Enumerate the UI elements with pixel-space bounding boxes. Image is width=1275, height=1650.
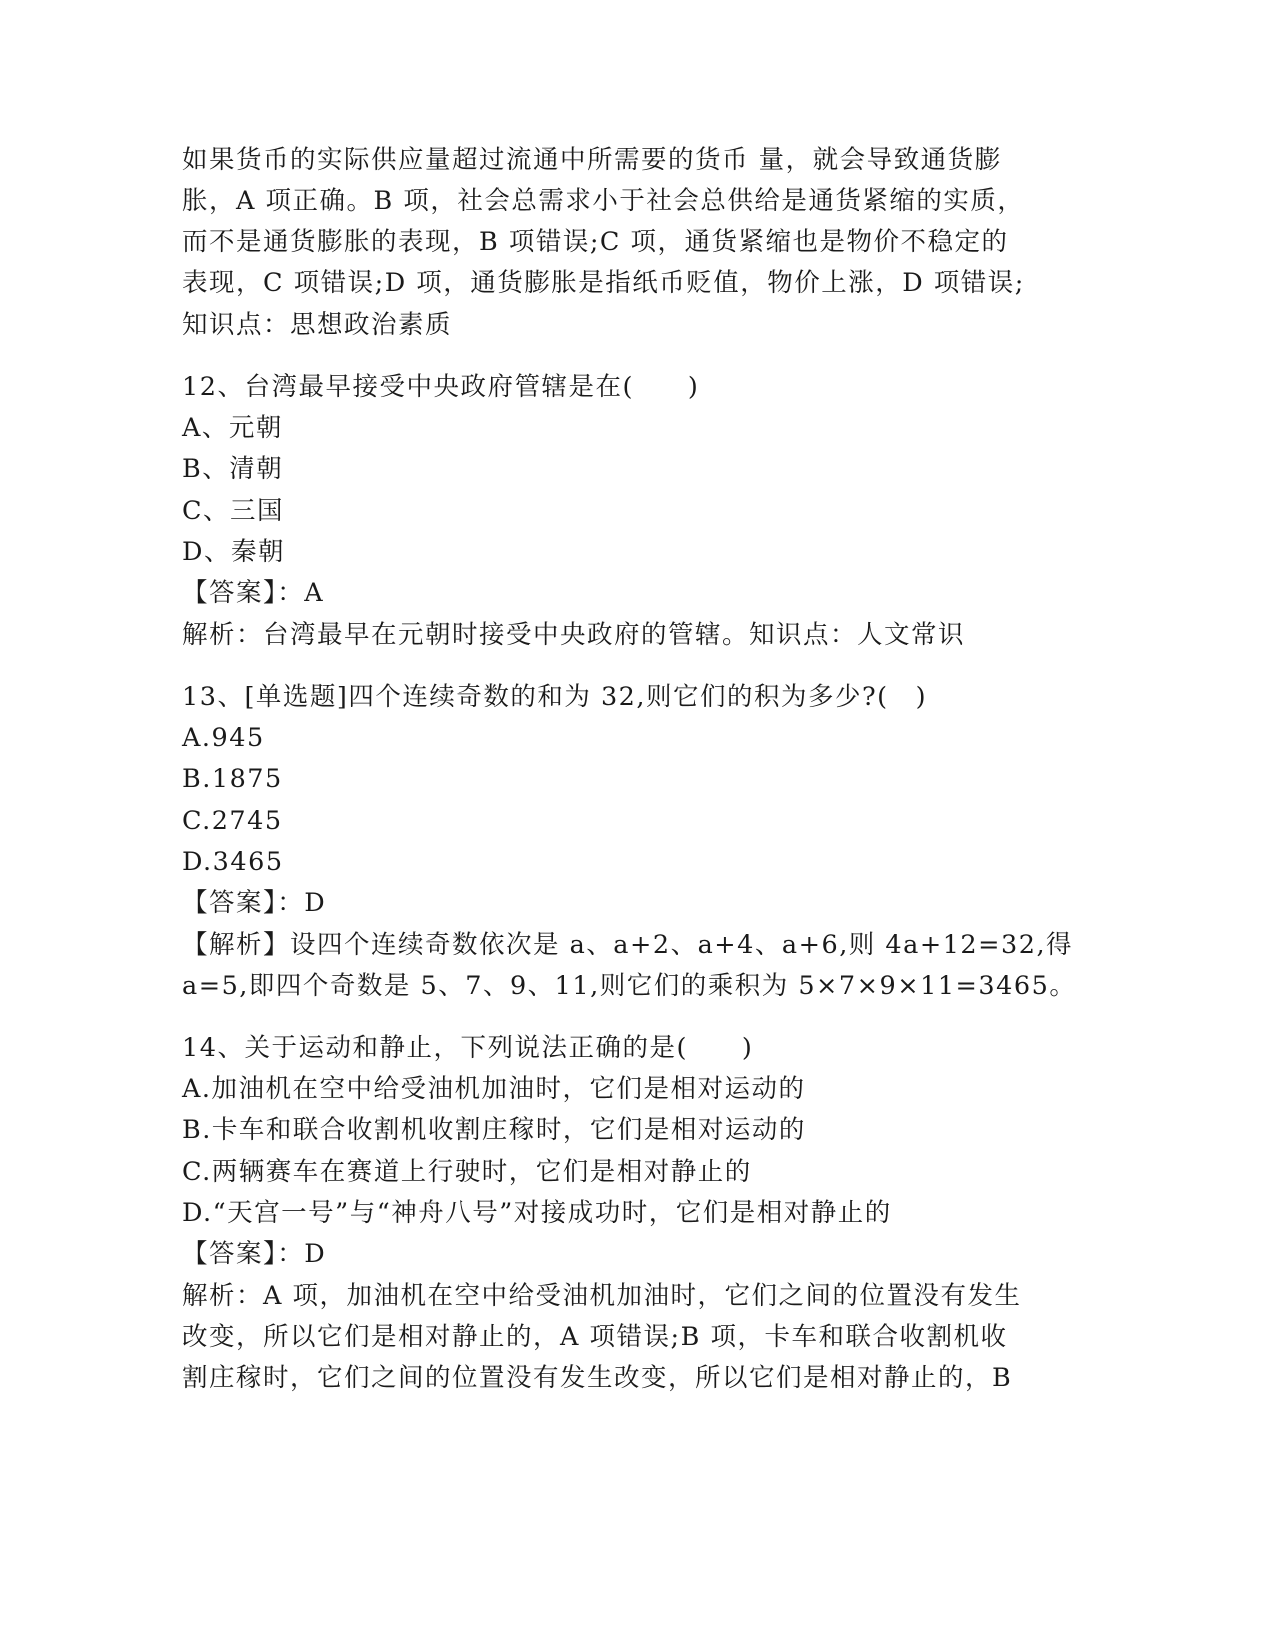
q14-answer: 【答案】：D [182,1239,327,1269]
q12-option-a: A、元朝 [182,413,283,443]
q14-option-c: C.两辆赛车在赛道上行驶时，它们是相对静止的 [182,1157,752,1187]
q12-option-c: C、三国 [182,496,285,526]
q13-analysis-line-1: 【解析】设四个连续奇数依次是 a、a+2、a+4、a+6,则 4a+12=32,得 [182,930,1074,960]
q14-analysis-line-2: 改变，所以它们是相对静止的，A 项错误;B 项，卡车和联合收割机收 [182,1322,1008,1352]
q13-option-b: B.1875 [182,764,283,794]
q13-option-d: D.3465 [182,847,284,877]
q13-analysis-line-2: a=5,即四个奇数是 5、7、9、11,则它们的乘积为 5×7×9×11=3465。 [182,971,1077,1001]
q14-option-d: D.“天宫一号”与“神舟八号”对接成功时，它们是相对静止的 [182,1198,892,1228]
q12-analysis: 解析：台湾最早在元朝时接受中央政府的管辖。知识点：人文常识 [182,620,966,650]
intro-line-1: 如果货币的实际供应量超过流通中所需要的货币 量，就会导致通货膨 [182,145,1002,175]
intro-line-3: 而不是通货膨胀的表现，B 项错误;C 项，通货紧缩也是物价不稳定的 [182,227,1009,257]
q12-stem: 12、台湾最早接受中央政府管辖是在( ) [182,372,700,402]
q14-option-a: A.加油机在空中给受油机加油时，它们是相对运动的 [182,1074,806,1104]
q14-stem: 14、关于运动和静止，下列说法正确的是( ) [182,1033,754,1063]
q12-answer: 【答案】：A [182,578,325,608]
q13-option-c: C.2745 [182,806,283,836]
q13-option-a: A.945 [182,723,265,753]
q14-analysis-line-3: 割庄稼时，它们之间的位置没有发生改变，所以它们是相对静止的，B [182,1363,1013,1393]
q14-option-b: B.卡车和联合收割机收割庄稼时，它们是相对运动的 [182,1115,806,1145]
q14-analysis-line-1: 解析：A 项，加油机在空中给受油机加油时，它们之间的位置没有发生 [182,1281,1022,1311]
q12-option-b: B、清朝 [182,454,284,484]
intro-line-5: 知识点：思想政治素质 [182,310,453,340]
q12-option-d: D、秦朝 [182,537,285,567]
intro-line-2: 胀，A 项正确。B 项，社会总需求小于社会总供给是通货紧缩的实质， [182,186,1025,216]
intro-line-4: 表现，C 项错误;D 项，通货膨胀是指纸币贬值，物价上涨，D 项错误; [182,268,1025,298]
q13-answer: 【答案】：D [182,888,327,918]
q13-stem: 13、[单选题]四个连续奇数的和为 32,则它们的积为多少?( ) [182,682,928,712]
